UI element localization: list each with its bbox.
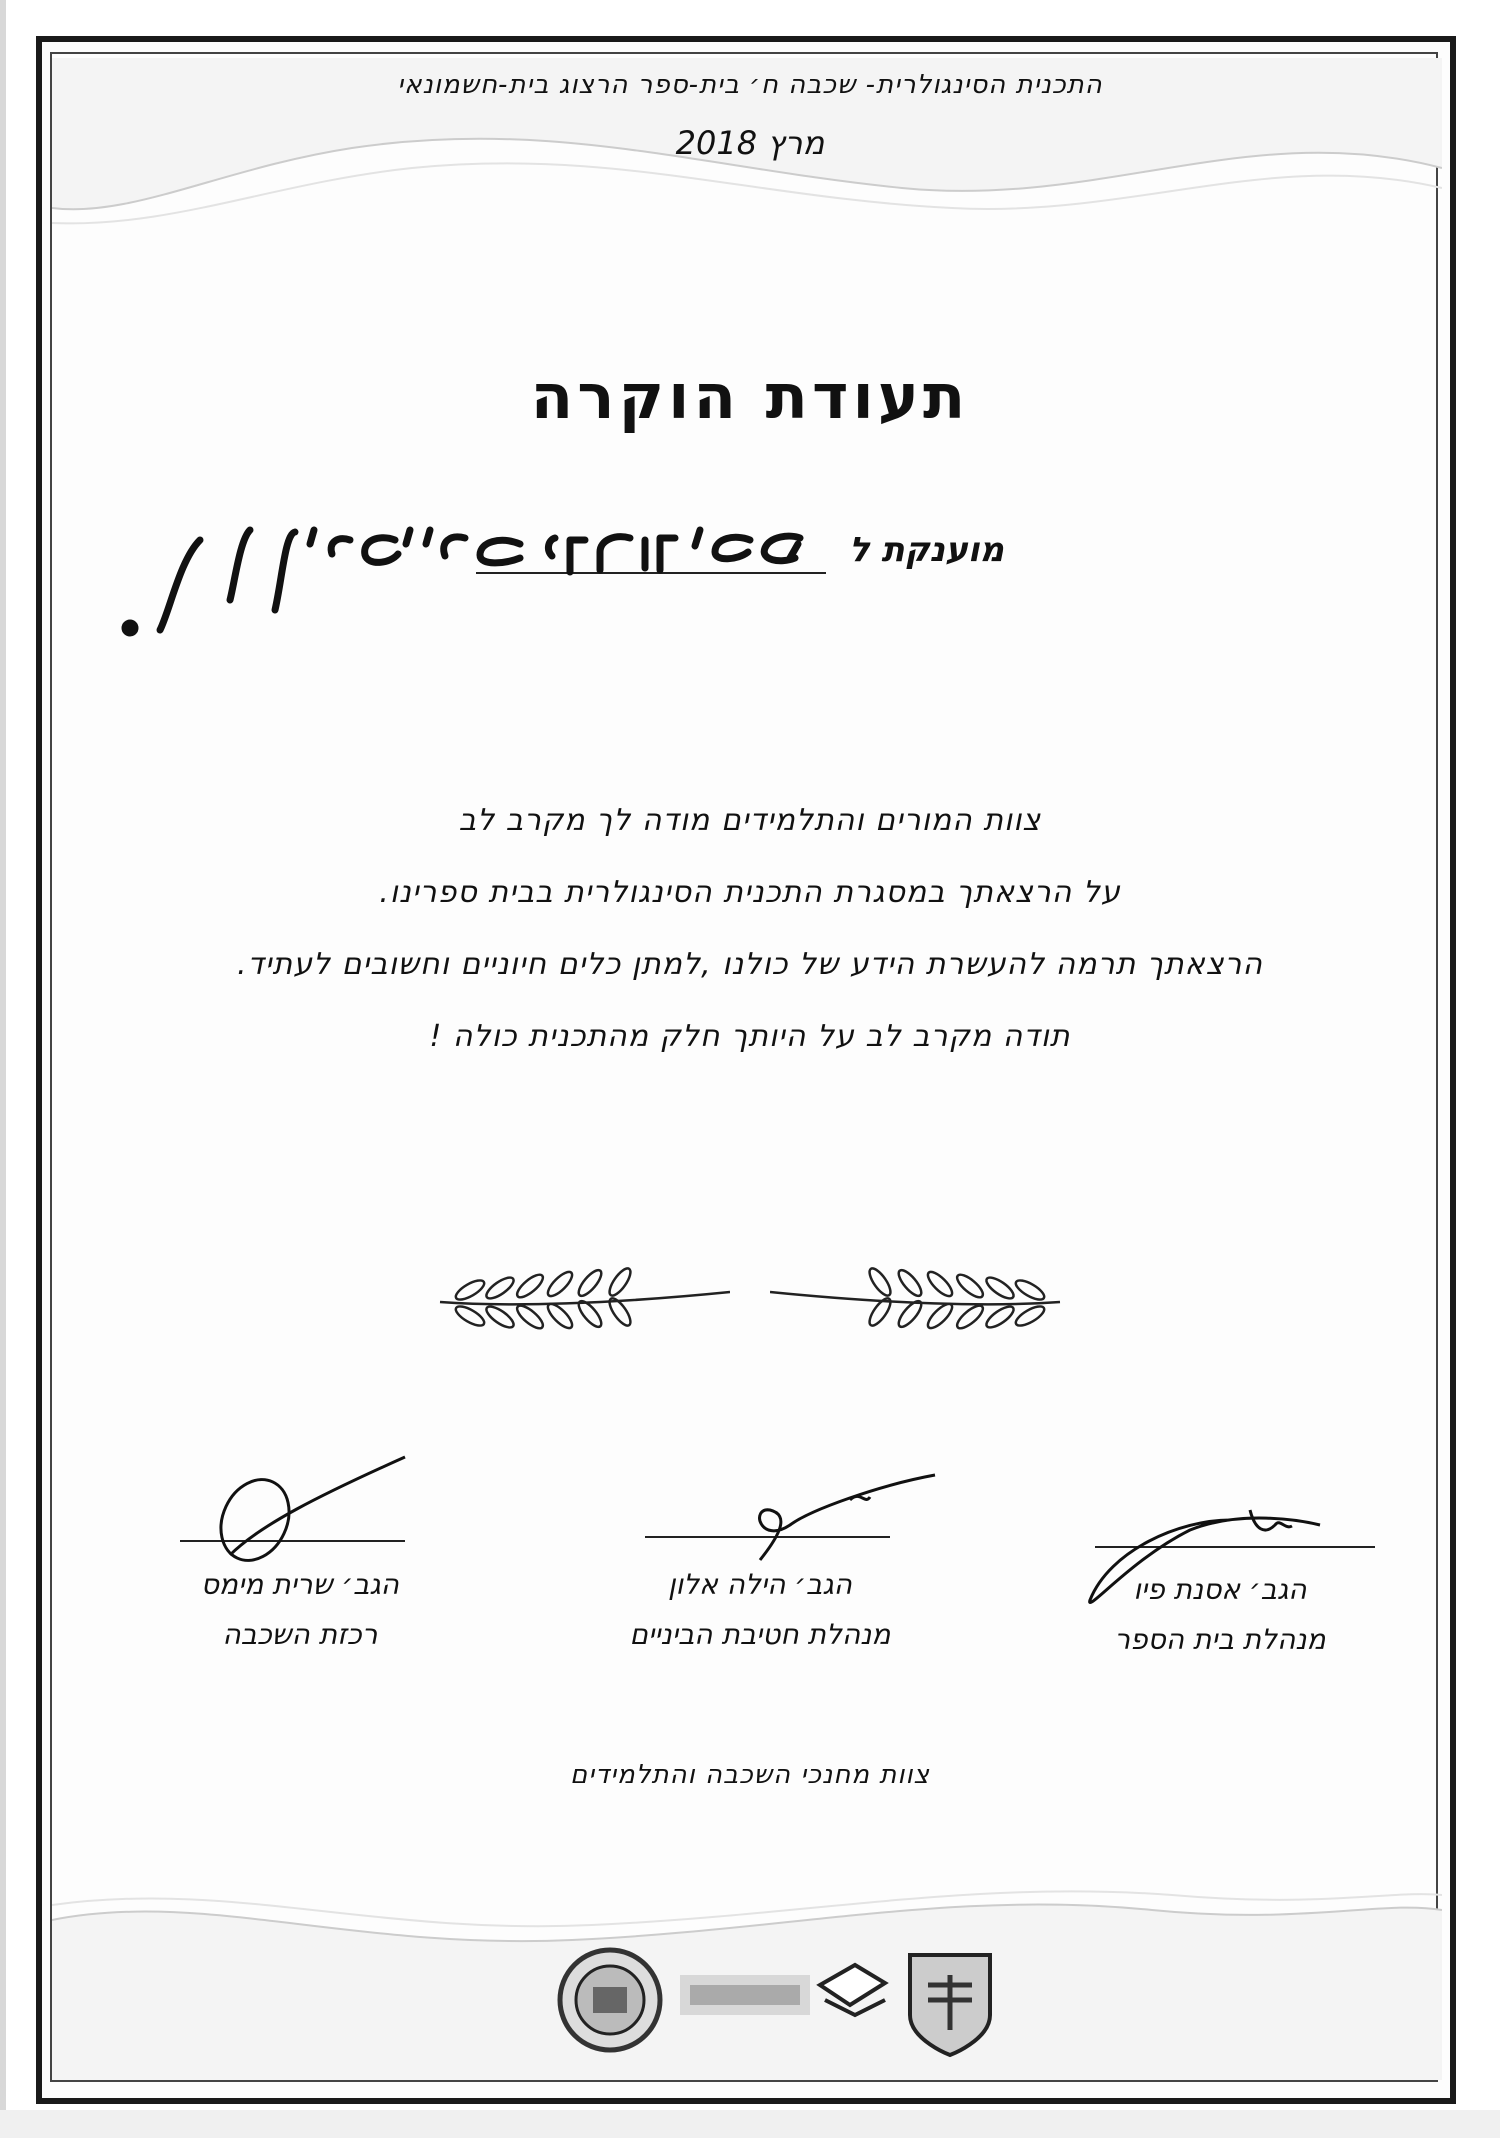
education-logo-icon (680, 1955, 890, 2035)
program-header: התכנית הסינגולרית- שכבה ח׳ בית-ספר הרצוג בית-חשמונאי (397, 70, 1103, 100)
signatory-role: רכזת השכבה (222, 1618, 378, 1651)
handwritten-recipient-name (100, 500, 840, 650)
certificate-body (0, 785, 1500, 1073)
school-seal-logo-icon (555, 1945, 665, 2055)
signatory-name: הגב׳ אסנת פיו (1133, 1573, 1307, 1606)
certificate-title: תעודת הוקרה (530, 360, 970, 433)
signature-block-principal (1060, 1565, 1380, 1665)
laurel-branch-right-icon (770, 1262, 1070, 1342)
body-line: תודה מקרב לב על היותך חלק מהתכנית כולה ! (429, 1019, 1071, 1054)
signatory-name: הגב׳ הילה אלון (667, 1568, 853, 1601)
body-line: הרצאתך תרמה להעשרת הידע של כולנו ,למתן כלים חיוניים וחשובים לעתיד. (236, 947, 1264, 982)
signatory-role: מנהלת חטיבת הביניים (629, 1618, 891, 1651)
body-line: על הרצאתך במסגרת התכנית הסינגולרית בבית ספרינו. (379, 875, 1121, 910)
signatory-role: מנהלת בית הספר (1114, 1623, 1326, 1656)
presented-to-label: מוענקת ל (849, 530, 1004, 570)
municipal-crest-logo-icon (900, 1945, 1000, 2060)
date-line: מרץ 2018 (675, 124, 825, 162)
signature-middle-school (700, 1465, 940, 1575)
scan-edge-bottom (0, 2110, 1500, 2138)
body-line: צוות המורים והתלמידים מודה לך מקרב לב (458, 803, 1042, 838)
signature-block-coordinator (140, 1560, 460, 1660)
signature-block-middle-school (600, 1560, 920, 1660)
footer-team: צוות מחנכי השכבה והתלמידים (570, 1760, 930, 1790)
laurel-branch-left-icon (430, 1262, 730, 1342)
signatory-name: הגב׳ שרית מימס (200, 1568, 400, 1601)
